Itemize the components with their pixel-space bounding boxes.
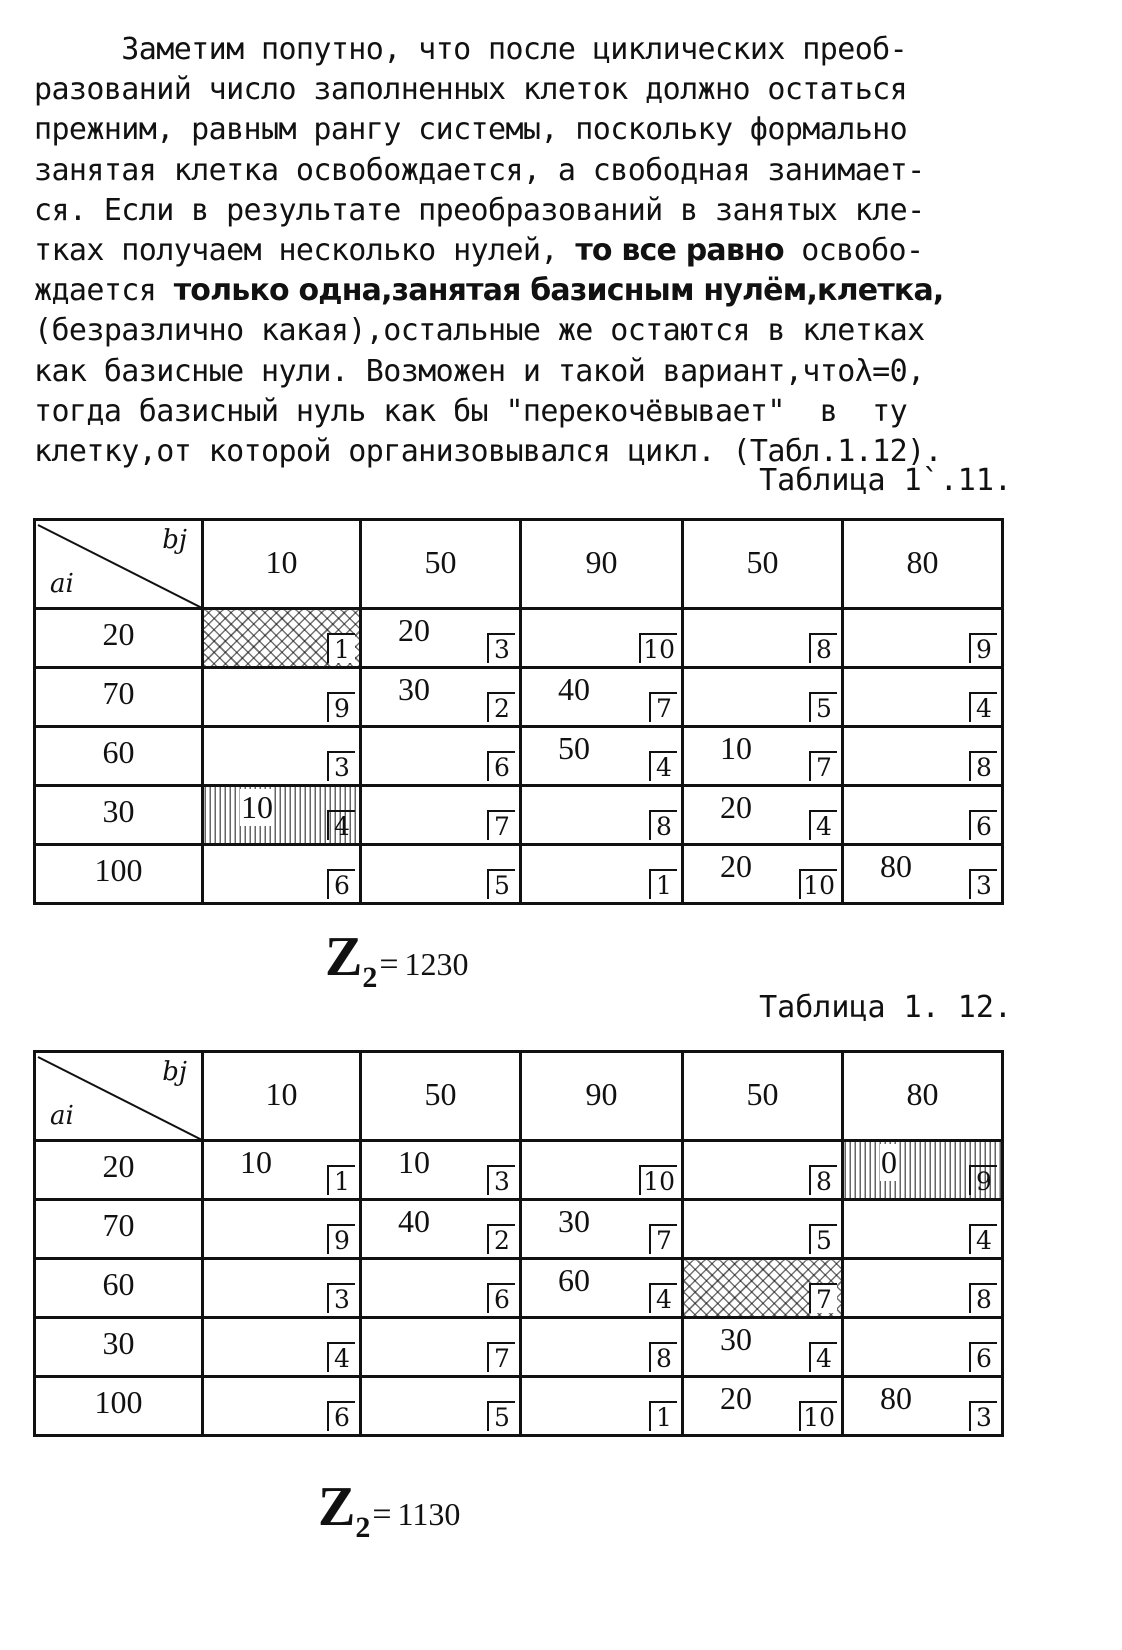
allocation-cell [203, 1377, 361, 1436]
cost-box: 1 [649, 869, 677, 899]
cost-box: 7 [487, 1342, 515, 1372]
cost-box: 9 [327, 692, 355, 722]
intro-text: ся. Если в результате преобразований в занятых кле- [34, 192, 925, 228]
cost-box: 5 [809, 692, 837, 722]
cost-box: 4 [649, 1283, 677, 1313]
intro-text: тках получаем несколько нулей, [34, 233, 576, 269]
cost-box: 8 [809, 1165, 837, 1195]
cost-box: 4 [969, 692, 997, 722]
cost-box: 6 [969, 1342, 997, 1372]
allocation-cell [361, 1318, 521, 1377]
allocation-value: 0 [881, 1144, 897, 1180]
cost-box: 7 [809, 1283, 837, 1313]
demand-header-label: bj [162, 1057, 187, 1087]
cost-box: 10 [799, 869, 837, 899]
allocation-cell [683, 609, 843, 668]
cost-box: 4 [969, 1224, 997, 1254]
emphasis-text: только одна,занятая базисным нулём,клетка, [173, 273, 944, 309]
allocation-value: 20 [720, 1380, 752, 1416]
allocation-value: 30 [720, 1321, 752, 1357]
demand-value: 50 [683, 520, 843, 609]
allocation-value: 80 [880, 848, 912, 884]
allocation-value: 50 [558, 730, 590, 766]
intro-line [34, 70, 1044, 110]
z-subscript: 2 [362, 961, 378, 994]
cost-box: 3 [327, 751, 355, 781]
allocation-cell [203, 1318, 361, 1377]
supply-value: 100 [35, 1377, 203, 1436]
allocation-cell [361, 1200, 521, 1259]
z-letter: Z [325, 926, 363, 988]
supply-header-label: ai [50, 1101, 74, 1131]
allocation-cell [683, 1377, 843, 1436]
allocation-cell [361, 609, 521, 668]
table-row [35, 1141, 1003, 1200]
cost-box: 8 [969, 751, 997, 781]
allocation-cell [361, 727, 521, 786]
allocation-cell [361, 845, 521, 904]
allocation-cell [843, 1318, 1003, 1377]
supply-value: 30 [35, 1318, 203, 1377]
transport-table-1-12 [33, 1050, 1004, 1437]
allocation-cell [683, 727, 843, 786]
allocation-cell [843, 727, 1003, 786]
z-letter: Z [318, 1476, 356, 1538]
allocation-value: 10 [240, 1144, 272, 1180]
allocation-value: 10 [398, 1144, 430, 1180]
allocation-cell [843, 1141, 1003, 1200]
cost-box: 4 [327, 810, 355, 840]
cost-box: 8 [649, 1342, 677, 1372]
allocation-cell [203, 727, 361, 786]
allocation-value: 10 [720, 730, 752, 766]
table-2-caption: Таблица 1. 12. [759, 990, 1012, 1025]
cost-box: 10 [639, 1165, 677, 1195]
allocation-cell [843, 1200, 1003, 1259]
cost-box: 9 [327, 1224, 355, 1254]
cost-box: 4 [649, 751, 677, 781]
objective-z-2 [318, 1475, 461, 1544]
allocation-cell [203, 668, 361, 727]
cost-box: 1 [327, 633, 355, 663]
cost-box: 2 [487, 1224, 515, 1254]
allocation-cell [203, 845, 361, 904]
allocation-cell [683, 1141, 843, 1200]
intro-line [34, 30, 1044, 70]
objective-z-1 [325, 925, 469, 994]
table-row [35, 1259, 1003, 1318]
cost-box: 7 [487, 810, 515, 840]
cost-box: 3 [327, 1283, 355, 1313]
z-subscript: 2 [355, 1511, 371, 1544]
table-row [35, 727, 1003, 786]
intro-line [34, 231, 1044, 271]
allocation-value: 20 [398, 612, 430, 648]
transport-table-1-11 [33, 518, 1004, 905]
allocation-cell [203, 1141, 361, 1200]
allocation-value: 20 [720, 789, 752, 825]
supply-value: 100 [35, 845, 203, 904]
allocation-cell [203, 609, 361, 668]
demand-value: 80 [843, 520, 1003, 609]
cost-box: 4 [809, 1342, 837, 1372]
intro-text: прежним, равным рангу системы, поскольку формально [34, 112, 908, 148]
allocation-cell [843, 668, 1003, 727]
allocation-cell [521, 609, 683, 668]
supply-value: 70 [35, 1200, 203, 1259]
allocation-cell [361, 668, 521, 727]
cost-box: 6 [327, 869, 355, 899]
cost-box: 9 [969, 633, 997, 663]
demand-value: 80 [843, 1052, 1003, 1141]
intro-line [34, 191, 1044, 231]
cost-box: 3 [487, 633, 515, 663]
table-row [35, 845, 1003, 904]
intro-text: Заметим попутно, что после циклических преоб- [34, 32, 908, 67]
allocation-cell [683, 668, 843, 727]
allocation-cell [203, 1200, 361, 1259]
cost-box: 4 [327, 1342, 355, 1372]
intro-line [34, 110, 1044, 150]
z-equals: = [379, 946, 399, 983]
allocation-cell [843, 1377, 1003, 1436]
cost-box: 6 [487, 1283, 515, 1313]
allocation-cell [361, 1141, 521, 1200]
supply-value: 20 [35, 609, 203, 668]
intro-line [34, 271, 1044, 311]
table-row [35, 668, 1003, 727]
allocation-value: 40 [398, 1203, 430, 1239]
allocation-cell [683, 1318, 843, 1377]
z-equals: = [372, 1496, 392, 1533]
allocation-cell [521, 1200, 683, 1259]
allocation-cell [521, 845, 683, 904]
intro-line [34, 151, 1044, 191]
demand-value: 10 [203, 520, 361, 609]
allocation-cell [521, 1259, 683, 1318]
intro-text: клетку,от которой организовывался цикл. (Табл.1.12). [34, 434, 942, 470]
demand-value: 50 [361, 520, 521, 609]
allocation-value: 40 [558, 671, 590, 707]
allocation-cell [683, 1200, 843, 1259]
cost-box: 5 [487, 869, 515, 899]
allocation-value: 60 [558, 1262, 590, 1298]
z-value: 1230 [404, 946, 469, 982]
intro-text: освобо- [783, 233, 924, 269]
allocation-cell [843, 609, 1003, 668]
demand-header-label: bj [162, 525, 187, 555]
allocation-value: 10 [241, 789, 273, 825]
cost-box: 5 [809, 1224, 837, 1254]
cost-box: 8 [969, 1283, 997, 1313]
table-row [35, 1377, 1003, 1436]
demand-value: 50 [683, 1052, 843, 1141]
allocation-cell [203, 786, 361, 845]
supply-value: 20 [35, 1141, 203, 1200]
cost-box: 9 [969, 1165, 997, 1195]
intro-line [34, 311, 1044, 351]
cost-box: 2 [487, 692, 515, 722]
cost-box: 7 [649, 692, 677, 722]
demand-value: 90 [521, 1052, 683, 1141]
cost-box: 3 [969, 869, 997, 899]
allocation-cell [521, 1318, 683, 1377]
allocation-cell [361, 786, 521, 845]
cost-box: 6 [327, 1401, 355, 1431]
cost-box: 7 [809, 751, 837, 781]
allocation-cell [843, 1259, 1003, 1318]
cost-box: 5 [487, 1401, 515, 1431]
allocation-value: 80 [880, 1380, 912, 1416]
demand-value: 10 [203, 1052, 361, 1141]
intro-line [34, 352, 1044, 392]
allocation-cell [683, 1259, 843, 1318]
allocation-cell [521, 786, 683, 845]
z-value: 1130 [397, 1496, 461, 1532]
allocation-cell [521, 1377, 683, 1436]
intro-text: как базисные нули. Возможен и такой вариант,чтоλ=0, [34, 353, 925, 389]
table-1-caption: Таблица 1`.11. [759, 463, 1012, 498]
cost-box: 3 [969, 1401, 997, 1431]
intro-line [34, 392, 1044, 432]
allocation-cell [361, 1259, 521, 1318]
allocation-value: 30 [398, 671, 430, 707]
intro-text: занятая клетка освобождается, а свободная занимает- [34, 152, 925, 188]
allocation-cell [683, 845, 843, 904]
allocation-value: 20 [720, 848, 752, 884]
cost-box: 1 [327, 1165, 355, 1195]
allocation-cell [683, 786, 843, 845]
cost-box: 8 [809, 633, 837, 663]
table-row [35, 786, 1003, 845]
cost-box: 4 [809, 810, 837, 840]
cost-box: 10 [639, 633, 677, 663]
cost-box: 1 [649, 1401, 677, 1431]
allocation-cell [521, 668, 683, 727]
intro-text: ждается [34, 273, 174, 309]
allocation-value: 30 [558, 1203, 590, 1239]
allocation-cell [361, 1377, 521, 1436]
supply-value: 30 [35, 786, 203, 845]
supply-header-label: ai [50, 569, 74, 599]
corner-header-cell [35, 1052, 203, 1141]
allocation-cell [203, 1259, 361, 1318]
demand-value: 90 [521, 520, 683, 609]
table-row [35, 1200, 1003, 1259]
cost-box: 7 [649, 1224, 677, 1254]
table-row [35, 609, 1003, 668]
cost-box: 8 [649, 810, 677, 840]
supply-value: 60 [35, 727, 203, 786]
cost-box: 6 [487, 751, 515, 781]
cost-box: 10 [799, 1401, 837, 1431]
intro-text: разований число заполненных клеток должно остаться [34, 72, 908, 108]
allocation-cell [843, 845, 1003, 904]
intro-paragraph [34, 30, 1044, 472]
cost-box: 6 [969, 810, 997, 840]
intro-text: (безразлично какая),остальные же остаются в клетках [34, 313, 925, 349]
table-row [35, 1318, 1003, 1377]
corner-header-cell [35, 520, 203, 609]
demand-value: 50 [361, 1052, 521, 1141]
supply-value: 60 [35, 1259, 203, 1318]
supply-value: 70 [35, 668, 203, 727]
emphasis-text: то все равно [575, 233, 784, 269]
intro-text: тогда базисный нуль как бы "перекочёвывает" в ту [34, 393, 908, 429]
allocation-cell [843, 786, 1003, 845]
cost-box: 3 [487, 1165, 515, 1195]
allocation-cell [521, 727, 683, 786]
allocation-cell [521, 1141, 683, 1200]
